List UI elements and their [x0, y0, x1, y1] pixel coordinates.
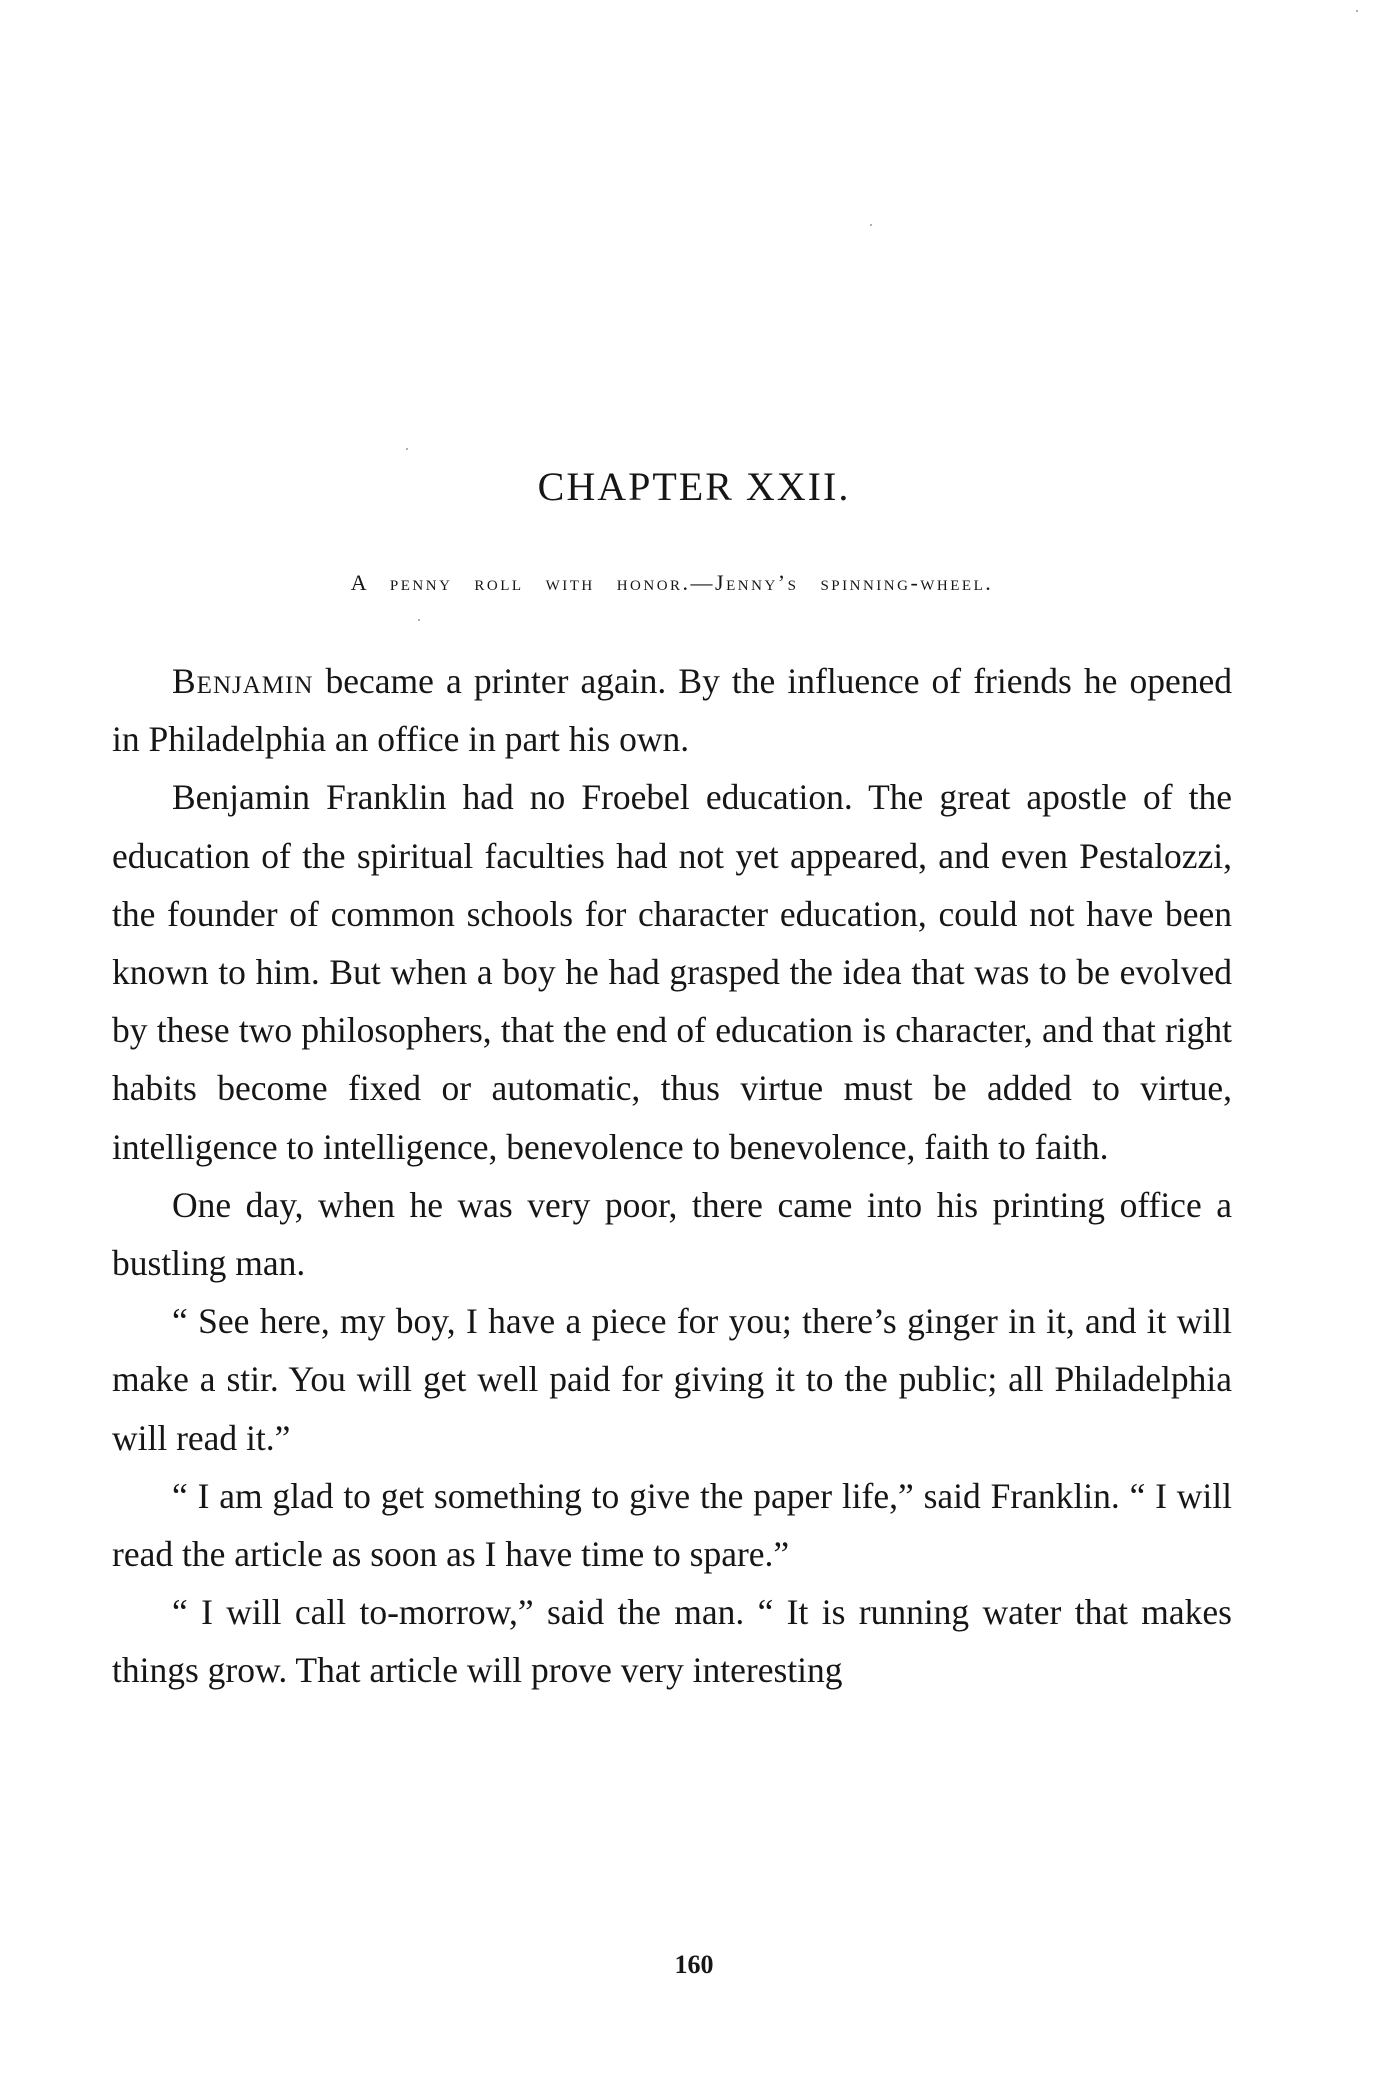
paragraph: Benjamin Franklin had no Froebel education. The great apostle of the education of the spiritual faculties had not yet appeared, and even Pestalozzi, the founder of common schools for character education, could not have been known to him. But when a boy he had grasped the idea that was to be evolved by these two philosophers, that the end of education is character, and that right habits become fixed or automatic, thus virtue must be added to virtue, intelligence to intelligence, benevolence to benevolence, faith to faith.	[112, 777, 1232, 1167]
chapter-title: CHAPTER XXII.	[537, 464, 851, 509]
paragraph-text: became a printer again. By the influence of friends he opened in Philadelphia an office in part his own.	[112, 661, 1232, 760]
chapter-subtitle: A penny roll with honor.—Jenny’s spinning-wheel.	[350, 570, 994, 595]
paragraph-lead-word: Benjamin	[172, 661, 314, 701]
paragraph	[112, 652, 1232, 768]
scan-speck	[1356, 10, 1358, 12]
paragraph: “ I am glad to get something to give the paper life,” said Franklin. “ I will read the article as soon as I have time to spare.”	[112, 1475, 1232, 1575]
scan-speck	[406, 448, 408, 450]
paragraph: “ I will call to-morrow,” said the man. “ It is running water that makes things grow. That article will prove very interesting	[112, 1592, 1232, 1691]
scan-speck	[418, 619, 420, 621]
scan-speck	[870, 224, 872, 226]
body-text	[112, 652, 1232, 1700]
paragraph: “ See here, my boy, I have a piece for you; there’s ginger in it, and it will make a stir. You will get well paid for giving it to the public; all Philadelphia will read it.”	[112, 1301, 1232, 1458]
page-number: 160	[674, 1950, 714, 1979]
paragraph: One day, when he was very poor, there came into his printing office a bustling man.	[112, 1184, 1232, 1284]
